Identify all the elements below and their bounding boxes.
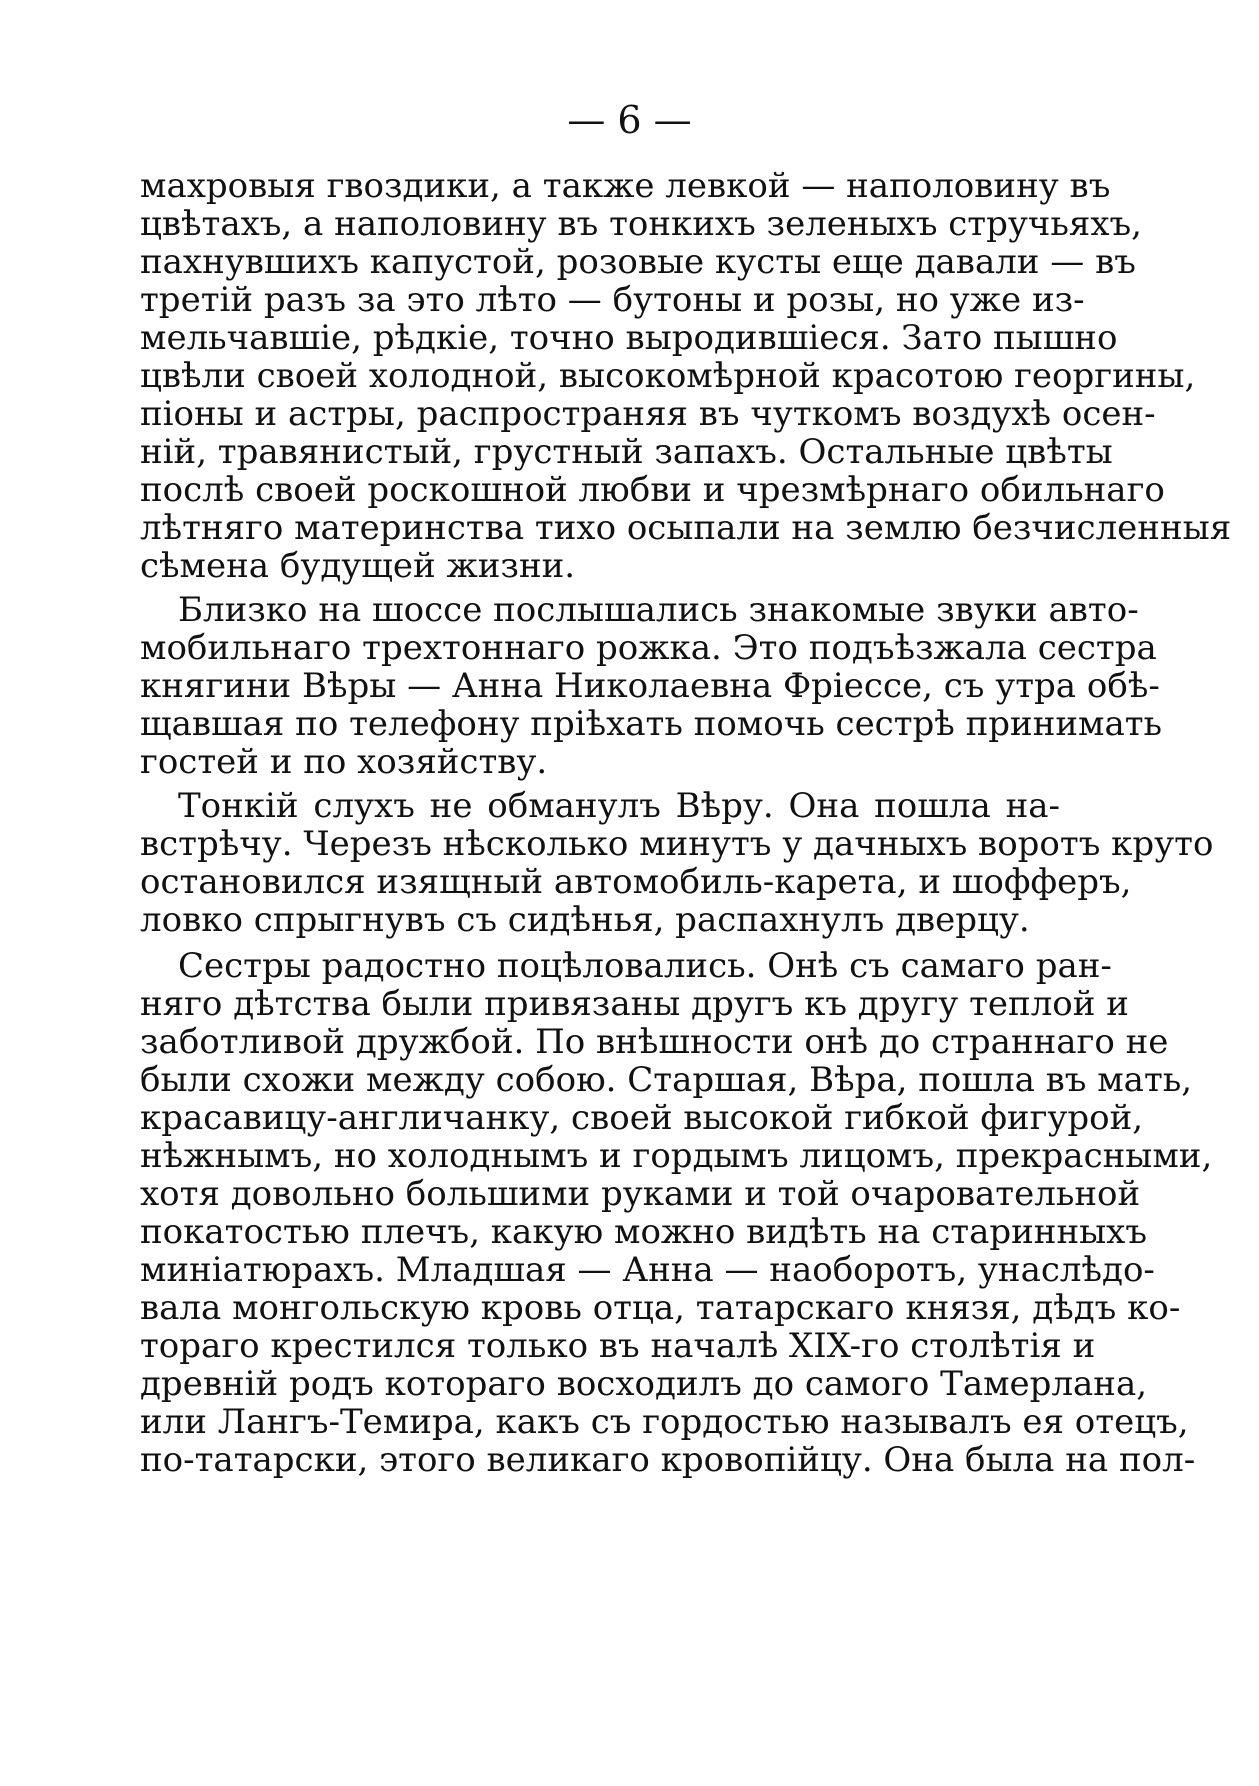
text-line: Близко на шоссе послышались знакомые звуки авто- [178, 590, 1139, 630]
text-line: красавицу-англичанку, своей высокой гибкой фигурой, [140, 1098, 1144, 1138]
text-line: ній, травянистый, грустный запахъ. Остальные цвѣты [140, 432, 1113, 472]
text-line: Сестры радостно поцѣловались. Онѣ съ самаго ран- [178, 946, 1112, 986]
text-line: или Лангъ-Темира, какъ съ гордостью называлъ ея отецъ, [140, 1402, 1189, 1442]
text-line: третій разъ за это лѣто — бутоны и розы, но уже из- [140, 280, 1085, 320]
text-line: хотя довольно большими руками и той очаровательной [140, 1174, 1141, 1214]
text-line: миніатюрахъ. Младшая — Анна — наоборотъ, унаслѣдо- [140, 1250, 1155, 1290]
text-line: нѣжнымъ, но холоднымъ и гордымъ лицомъ, прекрасными, [140, 1136, 1213, 1176]
text-line: піоны и астры, распространяя въ чуткомъ воздухѣ осен- [140, 394, 1156, 434]
text-line: вала монгольскую кровь отца, татарскаго князя, дѣдъ ко- [140, 1288, 1181, 1328]
text-line: цвѣтахъ, а наполовину въ тонкихъ зеленыхъ стручьяхъ, [140, 204, 1142, 244]
text-line: няго дѣтства были привязаны другъ къ другу теплой и [140, 984, 1129, 1024]
text-line: встрѣчу. Черезъ нѣсколько минутъ у дачныхъ воротъ круто [140, 824, 1214, 864]
text-line: заботливой дружбой. По внѣшности онѣ до страннаго не [140, 1022, 1169, 1062]
text-line: щавшая по телефону пріѣхать помочь сестрѣ принимать [140, 704, 1163, 744]
text-line: покатостью плечъ, какую можно видѣть на старинныхъ [140, 1212, 1147, 1252]
text-line: послѣ своей роскошной любви и чрезмѣрнаго обильнаго [140, 470, 1165, 510]
text-line: мобильнаго трехтоннаго рожка. Это подъѣзжала сестра [140, 628, 1157, 668]
text-line: тораго крестился только въ началѣ XIX-го столѣтія и [140, 1326, 1096, 1366]
text-line: Тонкій слухъ не обманулъ Вѣру. Она пошла на- [178, 786, 1060, 826]
text-line: были схожи между собою. Старшая, Вѣра, пошла въ мать, [140, 1060, 1193, 1100]
text-line: цвѣли своей холодной, высокомѣрной красотою георгины, [140, 356, 1196, 396]
text-line: лѣтняго материнства тихо осыпали на землю безчисленныя [140, 508, 1232, 548]
page-number: — 6 — [567, 98, 692, 142]
text-line: ловко спрыгнувъ съ сидѣнья, распахнулъ дверцу. [140, 900, 1030, 940]
text-line: княгини Вѣры — Анна Николаевна Фріессе, съ утра обѣ- [140, 666, 1160, 706]
text-line: пахнувшихъ капустой, розовые кусты еще давали — въ [140, 242, 1136, 282]
text-line: древній родъ котораго восходилъ до самого Тамерлана, [140, 1364, 1148, 1404]
text-line: остановился изящный автомобиль-карета, и шофферъ, [140, 862, 1132, 902]
text-line: мельчавшіе, рѣдкіе, точно выродившіеся. Зато пышно [140, 318, 1118, 358]
text-line: гостей и по хозяйству. [140, 742, 548, 782]
text-line: по-татарски, этого великаго кровопійцу. Она была на пол- [140, 1440, 1196, 1480]
text-line: махровыя гвоздики, а также левкой — наполовину въ [140, 166, 1111, 206]
text-line: сѣмена будущей жизни. [140, 546, 576, 586]
